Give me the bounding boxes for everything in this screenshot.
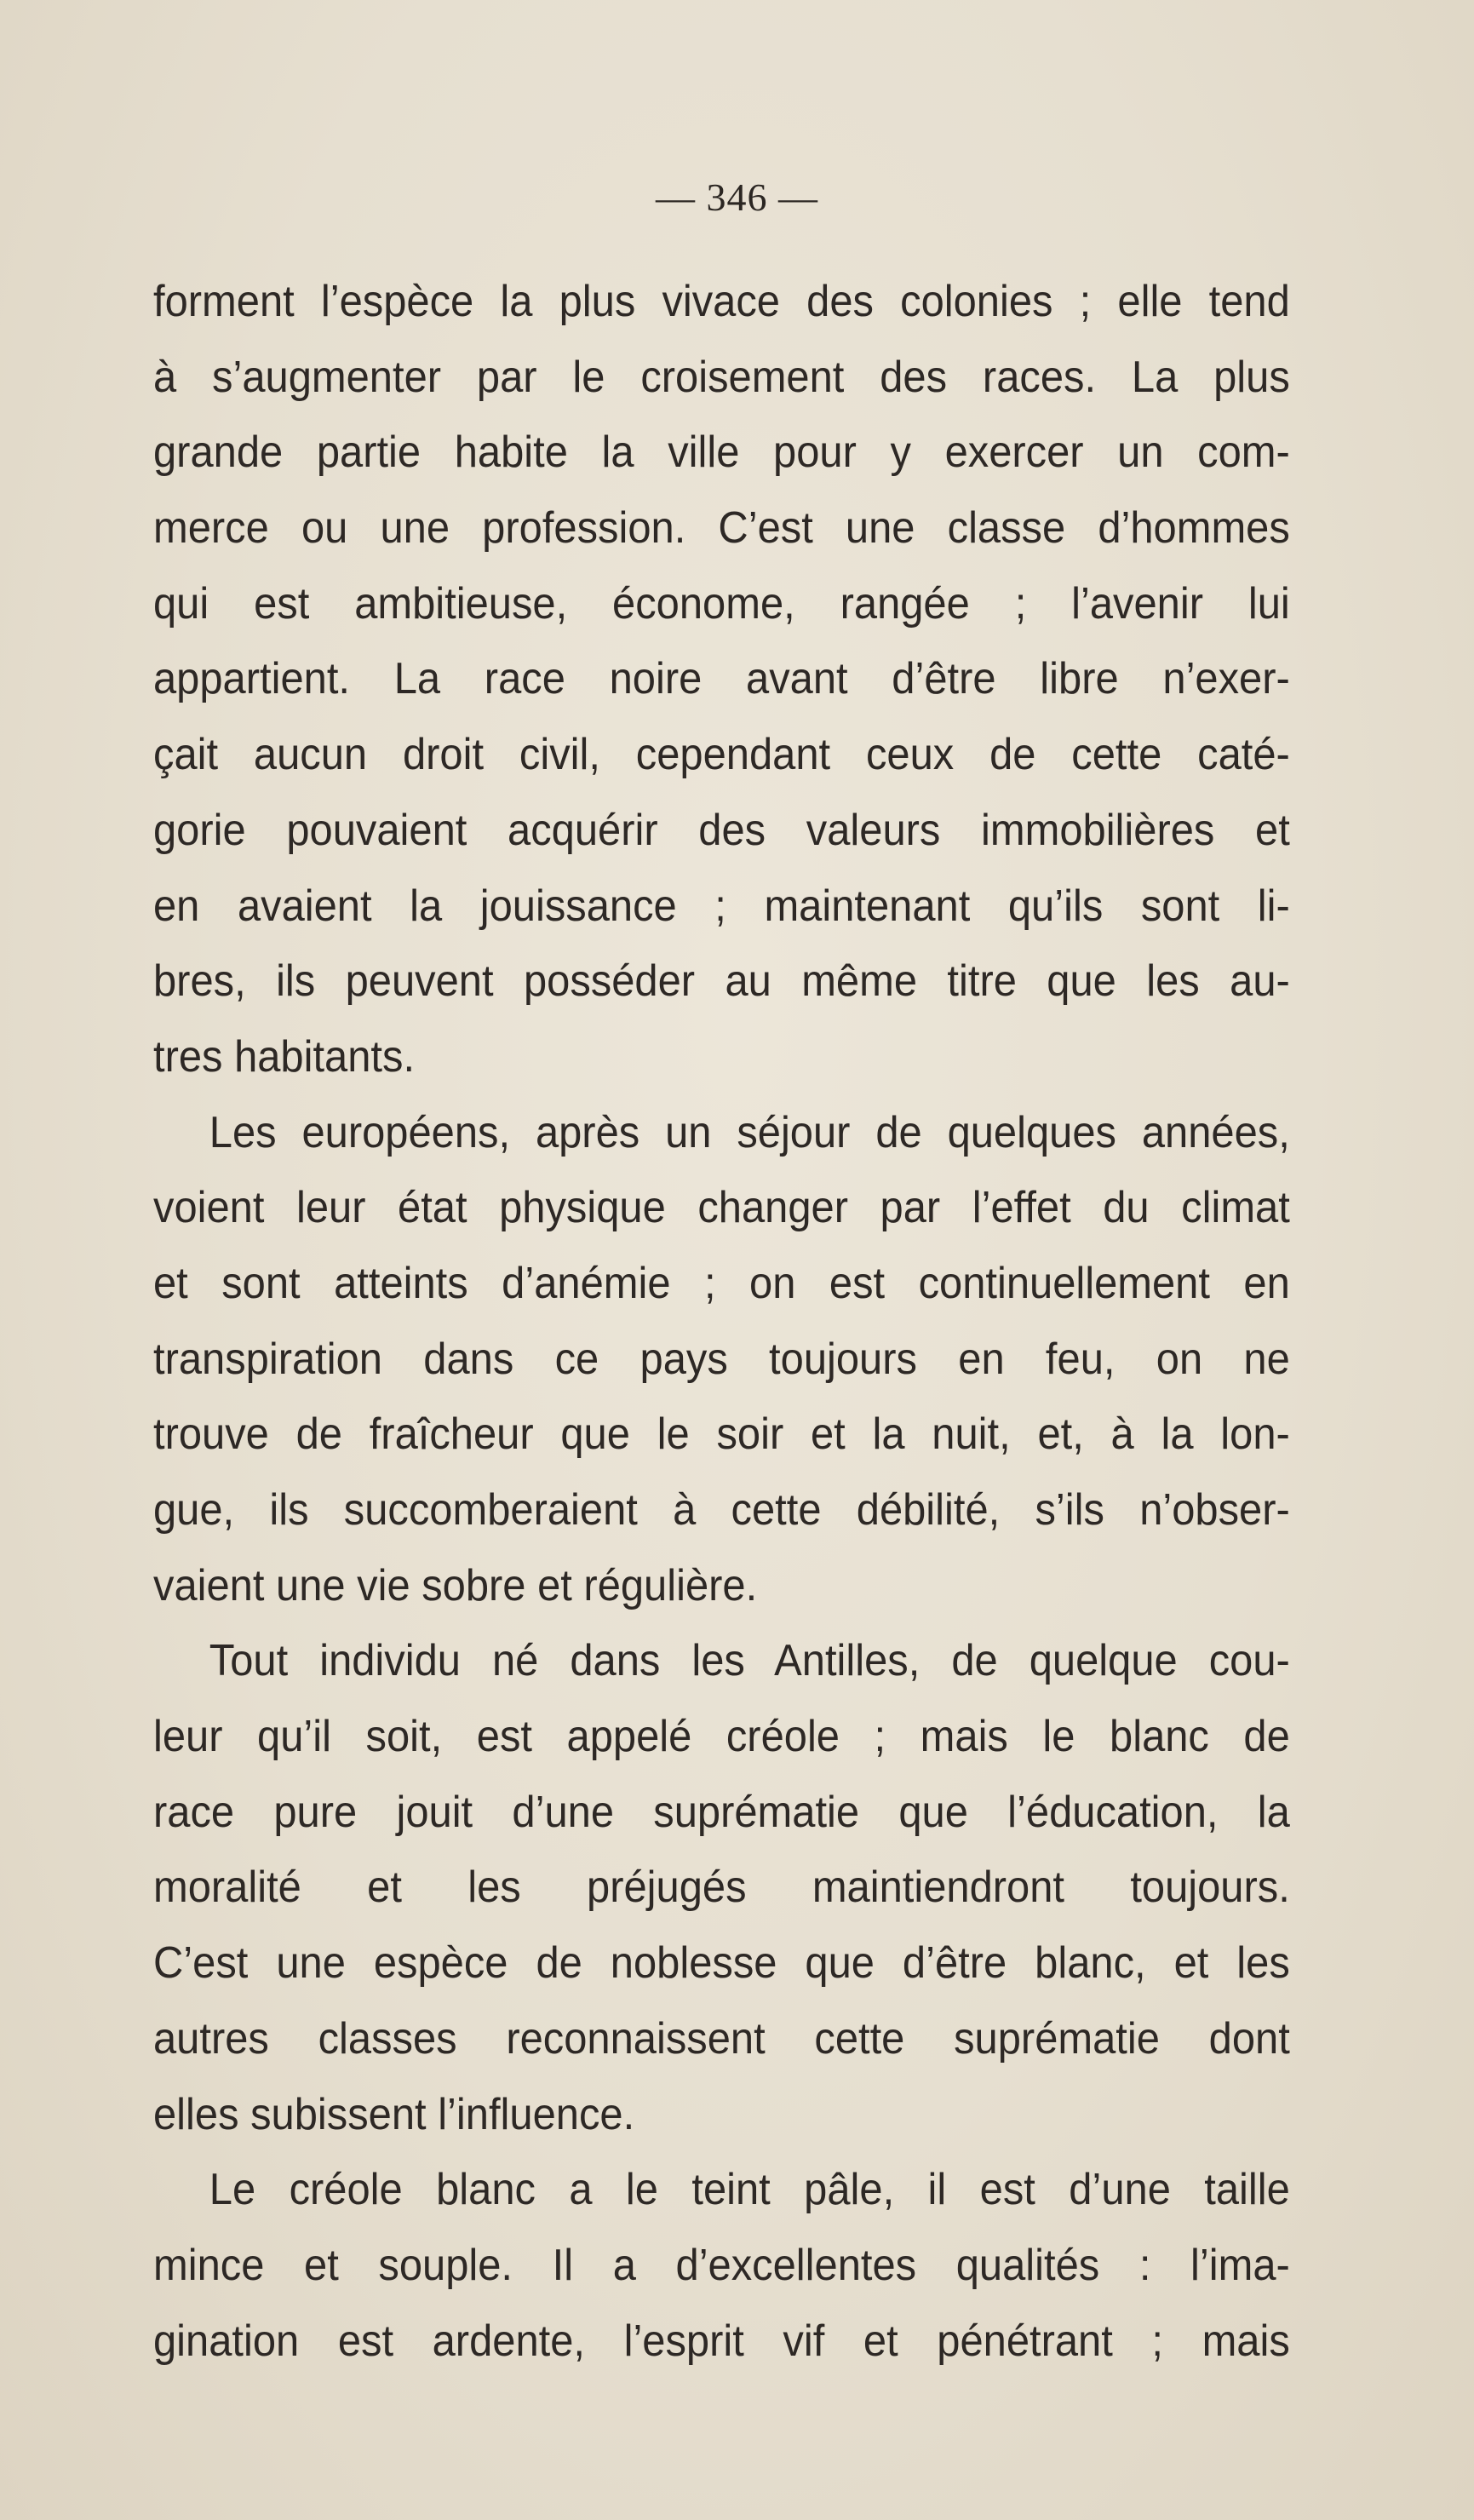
- paragraph-3: [153, 1623, 1290, 2152]
- text-line: en avaient la jouissance ; maintenant qu’ils sont li-: [153, 881, 1290, 931]
- text-line: Tout individu né dans les Antilles, de quelque cou-: [209, 1636, 1290, 1686]
- paragraph-1: [153, 264, 1290, 1095]
- text-line: vaient une vie sobre et régulière.: [153, 1560, 758, 1610]
- text-line: C’est une espèce de noblesse que d’être blanc, et les: [153, 1938, 1290, 1989]
- text-line: gination est ardente, l’esprit vif et pénétrant ; mais: [153, 2316, 1290, 2366]
- text-line: autres classes reconnaissent cette suprématie dont: [153, 2013, 1290, 2064]
- text-line: leur qu’il soit, est appelé créole ; mais le blanc de: [153, 1712, 1290, 1762]
- page-number: — 346 —: [656, 175, 818, 219]
- text-line: çait aucun droit civil, cependant ceux de cette caté-: [153, 730, 1290, 780]
- text-line: gue, ils succomberaient à cette débilité, s’ils n’obser-: [153, 1485, 1290, 1535]
- text-line: et sont atteints d’anémie ; on est continuellement en: [153, 1258, 1290, 1308]
- text-line: Les européens, après un séjour de quelques années,: [209, 1107, 1290, 1157]
- text-line: à s’augmenter par le croisement des races. La plus: [153, 352, 1290, 402]
- text-line: grande partie habite la ville pour y exercer un com-: [153, 428, 1290, 478]
- paragraph-2: [153, 1095, 1290, 1624]
- text-line: moralité et les préjugés maintiendront toujours.: [153, 1863, 1290, 1913]
- text-line: gorie pouvaient acquérir des valeurs immobilières et: [153, 805, 1290, 855]
- text-line: race pure jouit d’une suprématie que l’éducation, la: [153, 1787, 1290, 1837]
- text-line: transpiration dans ce pays toujours en feu, on ne: [153, 1334, 1290, 1384]
- text-line: tres habitants.: [153, 1031, 416, 1082]
- text-line: Le créole blanc a le teint pâle, il est d’une taille: [209, 2165, 1290, 2215]
- text-line: bres, ils peuvent posséder au même titre que les au-: [153, 956, 1290, 1007]
- text-line: elles subissent l’influence.: [153, 2089, 635, 2139]
- text-line: mince et souple. Il a d’excellentes qualités : l’ima-: [153, 2240, 1290, 2290]
- text-line: qui est ambitieuse, économe, rangée ; l’avenir lui: [153, 578, 1290, 629]
- body-text: [153, 264, 1290, 2379]
- text-line: forment l’espèce la plus vivace des colonies ; elle tend: [153, 277, 1290, 326]
- text-line: merce ou une profession. C’est une classe d’hommes: [153, 503, 1290, 554]
- text-line: trouve de fraîcheur que le soir et la nuit, et, à la lon-: [153, 1409, 1290, 1460]
- text-line: voient leur état physique changer par l’effet du climat: [153, 1183, 1290, 1233]
- paragraph-4: [153, 2152, 1290, 2379]
- text-line: appartient. La race noire avant d’être libre n’exer-: [153, 654, 1290, 704]
